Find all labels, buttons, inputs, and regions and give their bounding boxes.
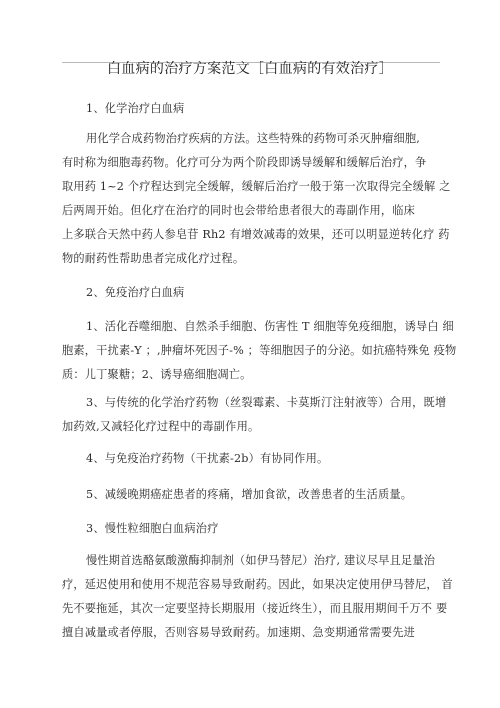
paragraph-line: 取用药 1~2 个疗程达到完全缓解，缓解后治疗一般于第一次取得完全缓解 之 <box>62 180 451 193</box>
paragraph-line: 慢性期首选酪氨酸激酶抑制剂（如伊马替尼）治疗, 建议尽早且足量治 <box>86 554 436 567</box>
page-title: 白血病的治疗方案范文［白血病的有效治疗］ <box>107 61 393 77</box>
section-heading-chemotherapy: 1、化学治疗白血病 <box>86 102 185 115</box>
paragraph-line: 胞素，干扰素-Y ；,肿瘤坏死因子-% ；等细胞因子的分泌。如抗癌特殊免 疫物 <box>62 344 457 357</box>
paragraph-line: 先不要拖延，其次一定要坚持长期服用（接近终生），而且服用期间千万不 要 <box>62 602 448 615</box>
section-heading-immunotherapy: 2、免疫治疗白血病 <box>86 286 185 299</box>
paragraph-line: 上多联合天然中药人参皂苷 Rh2 有增效减毒的效果，还可以明显逆转化疗 药 <box>62 228 450 241</box>
section-heading-cml: 3、慢性粒细胞白血病治疗 <box>86 522 219 535</box>
paragraph-line: 4、与免疫治疗药物（干扰素-2b）有协同作用。 <box>86 452 329 465</box>
paragraph-line: 1、活化吞噬细胞、自然杀手细胞、伤害性 T 细胞等免疫细胞，诱导白 细 <box>86 320 454 333</box>
paragraph-line: 疗，延迟使用和使用不规范容易导致耐药。因此，如果决定使用伊马替尼， 首 <box>62 578 453 591</box>
paragraph-line: 有时称为细胞毒药物。化疗可分为两个阶段即诱导缓解和缓解后治疗，争 <box>62 156 427 169</box>
paragraph-line: 擅自减量或者停服，否则容易导致耐药。加速期、急变期通常需要先进 <box>62 626 416 639</box>
paragraph-line: 质：儿丁聚糖；2、诱导癌细胞凋亡。 <box>62 368 252 381</box>
paragraph-line: 物的耐药性帮助患者完成化疗过程。 <box>62 252 245 265</box>
paragraph-line: 用化学合成药物治疗疾病的方法。这些特殊的药物可杀灭肿瘤细胞, <box>86 132 420 145</box>
paragraph-line: 后两周开始。但化疗在治疗的同时也会带给患者很大的毒副作用，临床 <box>62 204 416 217</box>
paragraph-line: 3、与传统的化学治疗药物（丝裂霉素、卡莫斯汀注射液等）合用，既增 <box>86 396 447 409</box>
paragraph-line: 加药效,又减轻化疗过程中的毒副作用。 <box>62 420 260 433</box>
paragraph-line: 5、减缓晚期癌症患者的疼痛，增加食欲，改善患者的生活质量。 <box>86 488 413 501</box>
